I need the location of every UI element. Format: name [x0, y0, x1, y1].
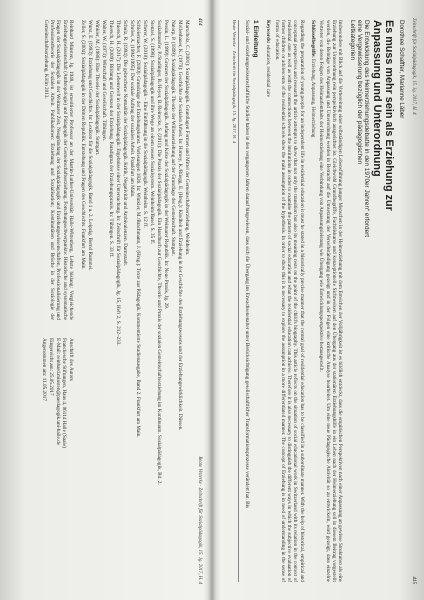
reference-entry: Thiersch, H. (2017): Die Lebenswelt in der Sozialpädagogik: Ergebnisse einer Untersuchung. In: Zeitschrift für Sozialpädagogik, Jg. 15, Heft 2, S. 212–233. — [114, 20, 121, 346]
page-footer: Beate Vetterke · Zeitschrift für Sozialpädagogik, 15. Jg. 2017, H. 4 — [231, 20, 239, 582]
reference-entry: Zeller, S. (2004): Sozialpädagogik in der Dritten Republik. Entstehung und Fragen des Geschlechts. Frankfurt am Main. — [80, 20, 87, 270]
right-running-head — [410, 18, 416, 584]
left-page-number: 414 — [197, 18, 202, 26]
keywords-english — [264, 20, 270, 582]
abstract-german: Insbesondere mit Blick auf die Vorbereitung einer selbständigen Lebensführung junger Menschen in der Heimerziehung mit dem Erreichen der Volljährigkeit ist es bildlich entdeckt, dass die empirischen Perspektiven nach einer Anpassung an gewisse Strukturen als eine Erziehung zur Unterordnung rein perspektivisch ausgerichtet ist. Gleichwohl Grundbegriffe, Fachdiskurse und konzeptionelle Sichtweisen auf den Übergang aus der stationären Erziehungshilfe in ein Leben nach der Heimerziehung soll in diesem Beitrag vorgestellt werden, die Beiträge von Anpassung und Unterordnung werden in Betracht auf die Umsetzung der Verselbständigung gezeigt und in der Folgen eine kritische Analyse bearbeitet. Um eine neue Pädagogische Aktivität so zu entwickeln, wird gezeigt, dass einzelne Vertreter von deren Folgen des Heimaufenthalts der Heimerziehung eine Verbindung von Anpassungsleistung wie Übergang wie Entwicklungsperspektive herausgestellt. — [318, 20, 344, 582]
reference-entry: Sozialtransfer, P./Stadinger, B./Heyer, B./Reinecke, S. (2011): Die Praxis der Sozialpädagogik. Ein Handbuch zur Geschichte, Theorie und Praxis der sozialen Gemeinschaftserziehung im Kontinuum. Sozialpädagogik, Bd. 2. — [156, 20, 163, 485]
reference-entry: Stenzel, S. (1998): Sozialpädagogik und ihre Wege an einem neuen Sozialsystem. Weinheim/Basel, S. 35 ff. — [149, 20, 156, 245]
address-line: E-Mail: reinhard.minsten@paedagogik.uni-halle.de — [54, 338, 61, 446]
section-heading: 1 Einleitung — [251, 20, 259, 58]
author-information — [41, 20, 74, 582]
reference-entry: Marxcholz, C. (2001): Sozialpädagogik. Grundlagen Formen und Mittel der Gemeinschaftserziehung. Weinheim. — [183, 20, 190, 256]
reference-entry: Pessin, L. (1999): Grenzen der Sozialpädagogik. Anfang und Krise der Sozialpädagogik in der Weimarer Republik. In: Neue Praxis, Jg. 29. — [163, 20, 170, 310]
address-line: Eingereicht am: 25.05.2017 — [47, 338, 54, 396]
left-page — [6, 6, 206, 596]
keywords-english-text: education, residential care — [265, 44, 271, 97]
article-authors: Dorothee Schaffter, Marianne Läber — [397, 20, 405, 119]
abstract-english: Regarding the preparation of young people for an independent life in residential education it must be stated in a historically precise manner that the central goal of residential education has to be classified in a subordinate manner. With the help of historical, empirical and conceptual perspectives and research the article attempts to show that not only the transition but also its meaning rests on the point of the child's biography. This article reflects on the situation of social educational work in Switzerland with its relation in the context of residential care as well as with the connections between the institutions in order to examine the pattern of social education and what the residential education can achieve. Therefore it is also necessary to distinguish the different ways in which the subjective evaluation of former children or adolescents of the residential schools show the main assumption of the hypothesis. In order to show this it is necessary to explore the assumption in a more differentiated manner. The concept of Erziehung is in need of understanding in the sense of forms of education. — [273, 20, 305, 582]
reference-entry: Thiersch, H. (2009): Bildung und Grenzen der Erziehung. Paradigma der Erziehungspraxis. In: Tübingen. S. 33 ff. — [107, 20, 114, 258]
reference-entry: Mollenhauer, K. (1970): Geschichte der Sozialen Arbeit. In: Homey, K./Rüegg, E. (Hrsg.): Kindheit und Erziehung in der Geschichte des Erziehungswesens und der Erziehungswirklichkeit. Düssen. — [176, 20, 183, 431]
article-title-line: Anpassung und Unterordnung — [371, 20, 384, 177]
author-bio: Reinhard Minsten, Jg. 1948, ist emeritierter Professor an der Martin-Luther-Universität Halle-Wittenberg. Lehrte bislang: Vergleichende Erziehungswissenschaft (Anthropologie) und Pädagogik der Gemeinschaftserziehung. Forschungsschwerpunkte: Historische und systematische Fragen der Sozialpädagogik in der Weimarer Zeit, Neugründung der Sozialpädagogik und Erziehungswissenschaften, Professionalisierung und Professionstheorie der Sozialen Arbeit. Publikationen: Erziehung und Sozialisation; Kontinuitäten und Brüche in der Soziologie der Gemeinschaftserziehung, Kölln 2013. — [42, 20, 75, 320]
keywords-german — [309, 20, 315, 582]
keywords-german-text: Erziehung, Anpassung, Heimerziehung — [310, 59, 315, 138]
right-page-number: 415 — [411, 576, 416, 584]
reference-entry: Winkler, M. (1988): Eine Theorie der Sozialpädagogik. Stuttgart. — [94, 20, 101, 156]
address-line: Franckesche Stiftungen, Haus 4, 06114 Halle (Saale) — [61, 338, 68, 448]
reference-entry: Schulz, R. (1994): Die gebrochene Normalität der Sozialpädagogik. Kritik, Negativität und Ambivalenzen. Darmstadt. — [121, 20, 128, 267]
reference-entry: Schröer, A. (1994/1995): Der soziale Auftrag der sozialen Arbeit. Frankfurt am Main. — [128, 20, 135, 198]
reference-entry: Schleiermacher, F. (2000): Grundzüge der Erziehungskunst. Vorlesungen 1826. In: Winkler, M./Brachmann, J. (Hrsg.): Texte zur Pädagogik. Kommentierte Studienausgabe, Band 2. Frankfurt am Main. — [135, 20, 142, 438]
reference-entry: Wurst, E. (1993): Erziehung und Geschichte. In: Lexikon für die Sozialpädagogik. Band 1 u. 2. Leipzig. Bernd Rummel. — [87, 20, 94, 271]
author-address — [41, 338, 74, 508]
keywords-english-label: Keywords: — [265, 20, 271, 44]
address-line: Angenommen am: 11.05.2017 — [41, 338, 48, 401]
left-running-head-text: Beate Vetterke · Zeitschrift für Sozialpädagogik, 15. Jg. 2017, H. 4 — [197, 456, 202, 584]
article-title-line: Es muss mehr sein als Erziehung zur — [383, 20, 396, 211]
article-subtitle-line: Leitkategorien — [348, 20, 356, 61]
reference-entry: Scherer, W. (2010): Sozialpädagogik – Eine Einführung in die Sozialpädagogik. Weinheim. S. 12 ff. — [142, 20, 149, 228]
reference-entry: Walter, W. (1973): Wirtschaft und Gesellschaft. Tübingen. — [101, 20, 108, 141]
article-subtitle-line: eine Vergewisserung bezüglich der pädagogischen — [356, 20, 363, 165]
keywords-german-label: Schlüsselbegriffe: — [310, 20, 315, 58]
article-subtitle — [348, 20, 370, 582]
introduction-text: Sozial- und erziehungswissenschaftliche Studien haben in den vergangenen Jahren darauf hingewiesen, dass sich die Übergang ins Erwachsenenalter unter Berücksichtigung gesellschaftlicher Transformationsprozesse verändert hat. Bis — [243, 20, 250, 509]
address-line: Anschrift des Autors — [68, 338, 75, 381]
article-title — [371, 20, 395, 582]
right-page — [220, 6, 420, 596]
book-gutter — [208, 0, 216, 600]
left-running-head — [196, 18, 202, 584]
right-running-head-text: Zeitschrift für Sozialpädagogik, 15. Jg. 2017, H. 4 — [411, 18, 416, 115]
article-subtitle-line: Die Entwicklung des Heimerziehungsdebatte in den 1970er Jahren“ erfordert — [363, 20, 371, 238]
reference-list — [80, 20, 190, 582]
reference-entry: Natorp, P. (1899): Sozialpädagogik. Theorie der Willenserziehung auf der Grundlage der Gemeinschaft. Stuttgart. — [169, 20, 176, 256]
